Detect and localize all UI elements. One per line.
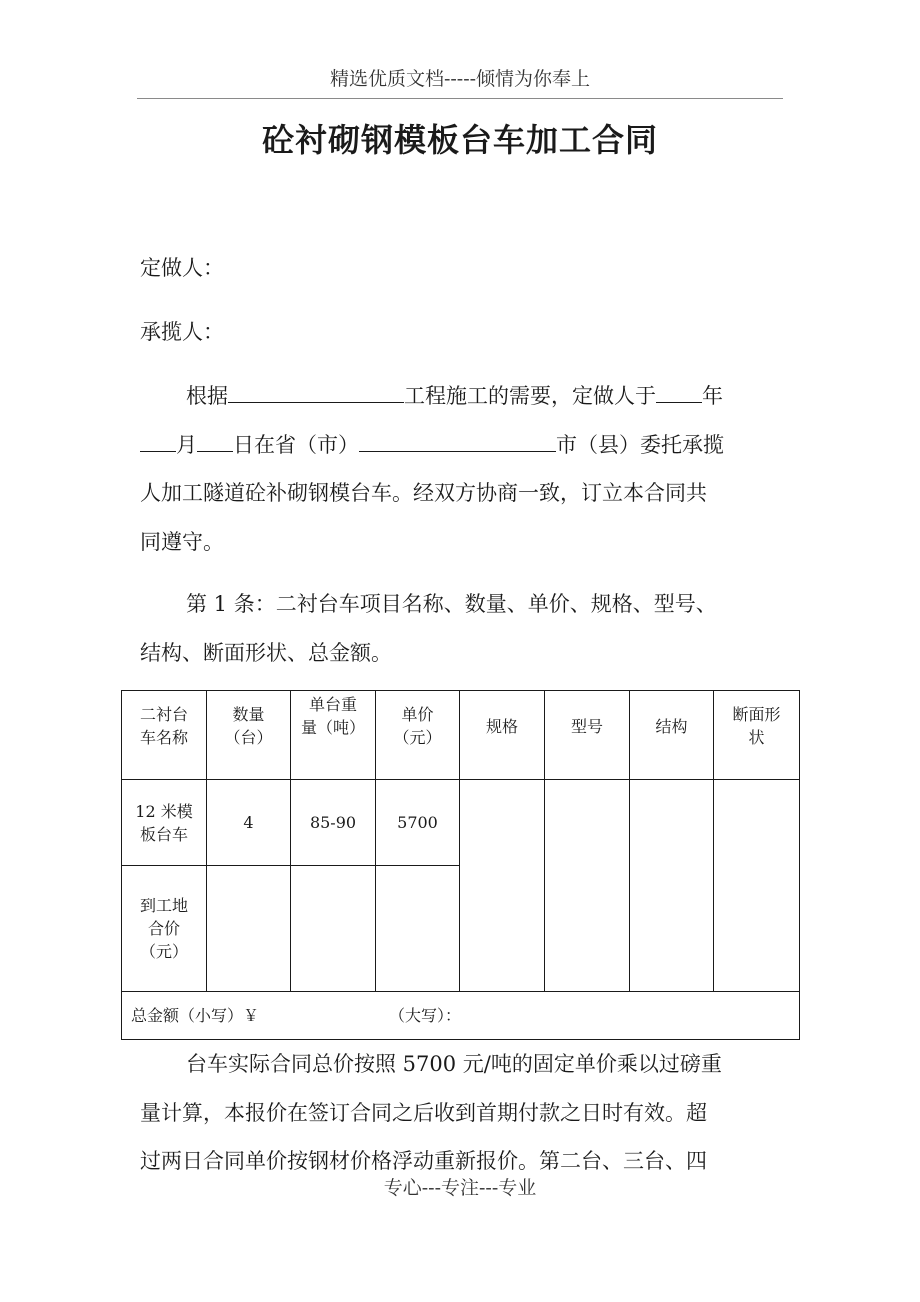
row1-name-cell: 12 米模 板台车 [122,780,207,866]
total-row [122,992,800,1040]
header-section-cell: 断面形 状 [714,691,800,780]
article-1-line-1: 第 1 条：二衬台车项目名称、数量、单价、规格、型号、 [186,592,717,616]
intro-line-2 [140,421,780,470]
section-value-cell [714,780,800,992]
row1-price-cell: 5700 [376,780,460,866]
day-blank [197,431,233,452]
total-small-label: 总金额（小写）￥ [131,1006,260,1025]
article-1-line-2: 结构、断面形状、总金额。 [140,640,392,665]
row2-label-cell: 到工地 合价 （元） [122,866,207,992]
project-name-blank [228,382,404,403]
location-blank [359,431,556,452]
total-large-label: （大写）： [389,1006,462,1025]
structure-value-cell [630,780,714,992]
header-name-cell: 二衬台 车名称 [122,691,207,780]
header-price-cell: 单价 （元） [376,691,460,780]
row2-qty-cell [207,866,291,992]
trolley-spec-table [121,690,800,1040]
page-footer: 专心---专注---专业 [383,1177,537,1199]
orderer-label: 定做人： [140,256,224,280]
model-value-cell [545,780,630,992]
row2-weight-cell [291,866,376,992]
intro-text: 年 [702,384,723,408]
header-weight-cell: 单台重 量（吨） [291,691,376,780]
intro-text: 根据 [186,384,228,408]
document-title: 砼衬砌钢模板台车加工合同 [261,121,658,159]
intro-text: 月 [176,432,197,457]
intro-line-1 [140,372,780,421]
header-model-cell: 型号 [545,691,630,780]
year-blank [656,382,702,403]
intro-text: 工程施工的需要，定做人于 [404,384,656,408]
intro-line-4: 同遵守。 [140,529,224,554]
intro-text: 市（县）委托承揽 [556,432,724,457]
row1-qty-cell: 4 [207,780,291,866]
pricing-paragraph [140,1040,780,1186]
spec-value-cell [460,780,545,992]
article-1-paragraph [140,580,780,677]
pricing-line-3: 过两日合同单价按钢材价格浮动重新报价。第二台、三台、四 [140,1149,707,1173]
pricing-line-1: 台车实际合同总价按照 5700 元/吨的固定单价乘以过磅重 [186,1052,722,1076]
header-spec-cell: 规格 [460,691,545,780]
intro-line-3: 人加工隧道砼补砌钢模台车。经双方协商一致，订立本合同共 [140,481,707,505]
row1-weight-cell: 85-90 [291,780,376,866]
intro-text: 日在省（市） [233,432,359,457]
contractor-label: 承揽人： [140,320,224,344]
intro-paragraph [140,372,780,566]
pricing-line-2: 量计算，本报价在签订合同之后收到首期付款之日时有效。超 [140,1100,707,1125]
header-qty-cell: 数量 （台） [207,691,291,780]
page-header: 精选优质文档-----倾情为你奉上 [329,68,591,90]
table-header-row [122,691,800,780]
row2-price-cell [376,866,460,992]
table-row [122,780,800,866]
header-divider [137,98,783,99]
header-structure-cell: 结构 [630,691,714,780]
total-amount-cell [122,992,800,1040]
month-blank [140,431,176,452]
